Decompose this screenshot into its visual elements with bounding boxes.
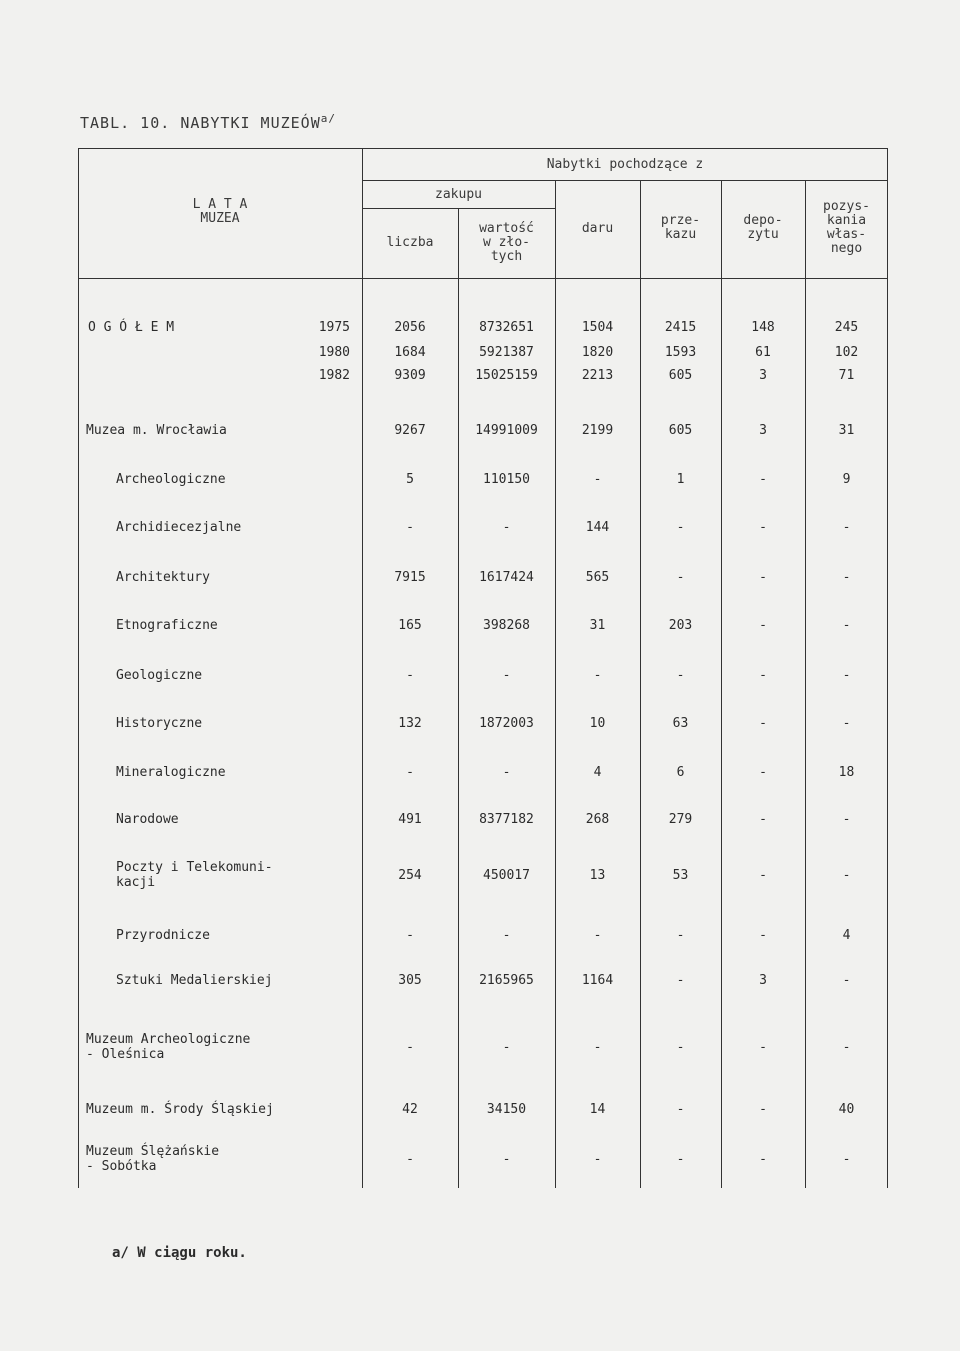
cell-przekazu: - (676, 520, 685, 535)
cell-liczba: 491 (398, 812, 422, 827)
cell-daru: 4 (593, 765, 602, 780)
cell-przekazu: 1 (676, 472, 685, 487)
cell-depozytu: - (759, 1152, 767, 1167)
cell-przekazu: 53 (672, 868, 689, 883)
ogolem-cell-liczba: 9309 (394, 368, 426, 383)
cell-depozytu: - (759, 472, 767, 487)
cell-wartosc: - (502, 928, 511, 943)
cell-depozytu: - (759, 520, 767, 535)
cell-pozyskania: - (842, 520, 851, 535)
row-label (86, 1144, 219, 1174)
cell-przekazu: - (676, 570, 685, 585)
row-label (116, 928, 210, 943)
cell-liczba: 42 (402, 1102, 418, 1117)
cell-wartosc: 2165965 (479, 973, 534, 988)
ogolem-cell-przekazu: 605 (668, 368, 693, 383)
ogolem-cell-przekazu: 1593 (664, 345, 697, 360)
ogolem-year: 1975 (318, 320, 350, 335)
cell-daru: 2199 (581, 423, 614, 438)
cell-daru: 13 (589, 868, 606, 883)
cell-daru: 565 (585, 570, 610, 585)
row-label-line2: - Oleśnica (86, 1047, 165, 1062)
cell-daru: - (593, 668, 602, 683)
header-bottom-line (78, 278, 888, 279)
cell-liczba: - (406, 520, 414, 535)
ogolem-label: O G Ó Ł E M (88, 320, 175, 335)
table-number: TABL. 10. (80, 114, 171, 132)
header-pozyskania-line3: włas- (826, 227, 867, 242)
cell-liczba: 165 (398, 618, 422, 633)
ogolem-cell-liczba: 1684 (394, 345, 426, 360)
cell-wartosc: 398268 (483, 618, 530, 633)
cell-pozyskania: 40 (838, 1102, 855, 1117)
cell-przekazu: - (676, 1102, 685, 1117)
cell-przekazu: 63 (672, 716, 689, 731)
cell-daru: 1164 (581, 973, 614, 988)
cell-przekazu: 6 (676, 765, 685, 780)
row-label-line1: Architektury (116, 570, 210, 585)
header-daru: daru (581, 221, 614, 236)
row-label-line1: Archidiecezjalne (116, 520, 242, 535)
row-label-line1: Poczty i Telekomuni- (116, 860, 273, 875)
row-label-line1: Mineralogiczne (116, 765, 226, 780)
header-wartosc-line3: tych (490, 249, 523, 264)
header-przekazu-line2: kazu (664, 227, 697, 242)
row-label-line2: - Sobótka (86, 1159, 157, 1174)
cell-wartosc: - (502, 1152, 511, 1167)
cell-depozytu: - (759, 1040, 767, 1055)
cell-wartosc: 110150 (483, 472, 530, 487)
cell-pozyskania: - (842, 618, 851, 633)
cell-depozytu: - (759, 765, 767, 780)
cell-daru: 268 (585, 812, 610, 827)
cell-pozyskania: - (842, 812, 851, 827)
cell-daru: 14 (589, 1102, 606, 1117)
cell-liczba: - (406, 1152, 414, 1167)
row-label-line1: Przyrodnicze (116, 928, 210, 943)
row-label (116, 472, 226, 487)
cell-daru: - (593, 928, 602, 943)
cell-wartosc: 8377182 (479, 812, 534, 827)
header-pozyskania-line4: nego (830, 241, 863, 256)
cell-depozytu: - (759, 668, 767, 683)
row-label-line1: Muzeum m. Środy Śląskiej (86, 1102, 274, 1117)
ogolem-cell-daru: 2213 (581, 368, 614, 383)
cell-wartosc: 450017 (483, 868, 530, 883)
ogolem-cell-pozyskania: 245 (834, 320, 859, 335)
cell-przekazu: 279 (668, 812, 693, 827)
row-label (86, 1032, 250, 1062)
cell-liczba: 9267 (394, 423, 426, 438)
cell-wartosc: - (502, 765, 511, 780)
cell-wartosc: 1872003 (479, 716, 534, 731)
cell-pozyskania: - (842, 973, 851, 988)
ogolem-year: 1980 (318, 345, 350, 360)
ogolem-cell-wartosc: 15025159 (475, 368, 538, 383)
header-lata (150, 198, 290, 226)
header-pozyskania-line1: pozys- (823, 199, 870, 214)
ogolem-cell-pozyskania: 71 (838, 368, 855, 383)
header-depozytu (721, 214, 805, 242)
cell-daru: 10 (589, 716, 606, 731)
ogolem-year: 1982 (318, 368, 350, 383)
cell-pozyskania: - (842, 1040, 851, 1055)
footnote: a/ W ciągu roku. (112, 1245, 247, 1261)
ogolem-cell-daru: 1504 (581, 320, 614, 335)
header-divider (362, 180, 888, 181)
row-label-line1: Etnograficzne (116, 618, 218, 633)
cell-liczba: - (406, 1040, 414, 1055)
row-label-line1: Geologiczne (116, 668, 203, 683)
cell-pozyskania: 31 (838, 423, 855, 438)
header-divider (362, 208, 555, 209)
cell-liczba: 132 (398, 716, 422, 731)
row-label (116, 716, 202, 731)
cell-przekazu: - (676, 928, 685, 943)
row-label (116, 973, 273, 988)
row-label-line1: Historyczne (116, 716, 203, 731)
header-liczba: liczba (386, 235, 434, 250)
cell-depozytu: - (759, 868, 767, 883)
ogolem-cell-depozytu: 61 (755, 345, 771, 360)
cell-daru: - (593, 472, 602, 487)
header-depozytu-line1: depo- (743, 213, 783, 228)
header-przekazu-line1: prze- (660, 213, 701, 228)
ogolem-cell-liczba: 2056 (394, 320, 426, 335)
ogolem-cell-wartosc: 8732651 (479, 320, 534, 335)
cell-depozytu: - (759, 1102, 767, 1117)
cell-przekazu: - (676, 1152, 685, 1167)
cell-liczba: - (406, 765, 414, 780)
cell-daru: - (593, 1152, 602, 1167)
ogolem-cell-depozytu: 3 (759, 368, 767, 383)
row-label (86, 1102, 274, 1117)
header-zakupu: zakupu (435, 187, 482, 202)
cell-wartosc: 34150 (486, 1102, 527, 1117)
cell-przekazu: - (676, 973, 685, 988)
row-label (86, 423, 227, 438)
row-label-line1: Narodowe (116, 812, 179, 827)
row-label-line1: Muzeum Ślężańskie (86, 1144, 220, 1159)
cell-liczba: 5 (406, 472, 414, 487)
row-label (116, 765, 226, 780)
ogolem-cell-wartosc: 5921387 (479, 345, 534, 360)
header-przekazu (640, 214, 721, 242)
row-label (116, 860, 273, 890)
cell-przekazu: - (676, 1040, 685, 1055)
cell-daru: 31 (589, 618, 606, 633)
cell-wartosc: - (502, 1040, 511, 1055)
header-lata-label: L A T A (192, 197, 248, 212)
row-label (116, 570, 210, 585)
row-label (116, 812, 179, 827)
row-label-line1: Sztuki Medalierskiej (116, 973, 273, 988)
header-wartosc-line2: w zło- (483, 235, 530, 250)
row-label-line1: Archeologiczne (116, 472, 226, 487)
row-label-line1: Muzeum Archeologiczne (86, 1032, 251, 1047)
cell-pozyskania: - (842, 668, 851, 683)
ogolem-cell-przekazu: 2415 (664, 320, 697, 335)
cell-liczba: 305 (398, 973, 422, 988)
cell-wartosc: 1617424 (479, 570, 534, 585)
header-wartosc (458, 222, 555, 264)
header-nabytki: Nabytki pochodzące z (546, 157, 704, 172)
ogolem-cell-daru: 1820 (581, 345, 614, 360)
table-title-text: NABYTKI MUZEÓW (180, 114, 321, 132)
cell-depozytu: - (759, 928, 767, 943)
table-title (80, 112, 336, 132)
cell-depozytu: 3 (759, 973, 767, 988)
cell-pozyskania: 4 (842, 928, 851, 943)
cell-liczba: 254 (398, 868, 422, 883)
cell-depozytu: - (759, 812, 767, 827)
header-depozytu-line2: zytu (747, 227, 779, 242)
header-pozyskania (805, 200, 888, 256)
cell-pozyskania: - (842, 1152, 851, 1167)
cell-depozytu: - (759, 716, 767, 731)
row-label-line1: Muzea m. Wrocławia (86, 423, 227, 438)
cell-daru: - (593, 1040, 602, 1055)
cell-wartosc: 14991009 (475, 423, 538, 438)
cell-depozytu: 3 (759, 423, 767, 438)
cell-pozyskania: 18 (838, 765, 855, 780)
cell-pozyskania: - (842, 868, 851, 883)
cell-wartosc: - (502, 668, 511, 683)
cell-liczba: 7915 (394, 570, 426, 585)
ogolem-cell-pozyskania: 102 (834, 345, 859, 360)
cell-pozyskania: 9 (842, 472, 851, 487)
cell-przekazu: 605 (668, 423, 693, 438)
cell-daru: 144 (585, 520, 610, 535)
cell-przekazu: - (676, 668, 685, 683)
cell-pozyskania: - (842, 570, 851, 585)
row-label-line2: kacji (116, 875, 156, 890)
cell-przekazu: 203 (668, 618, 693, 633)
row-label (116, 668, 202, 683)
cell-liczba: - (406, 668, 414, 683)
header-pozyskania-line2: kania (826, 213, 867, 228)
cell-wartosc: - (502, 520, 511, 535)
ogolem-cell-depozytu: 148 (751, 320, 775, 335)
cell-pozyskania: - (842, 716, 851, 731)
cell-depozytu: - (759, 618, 767, 633)
header-wartosc-line1: wartość (479, 221, 534, 236)
header-muzea-label: MUZEA (200, 211, 240, 226)
cell-depozytu: - (759, 570, 767, 585)
title-footnote-mark: a/ (320, 112, 336, 125)
cell-liczba: - (406, 928, 414, 943)
row-label (116, 618, 218, 633)
row-label (116, 520, 241, 535)
